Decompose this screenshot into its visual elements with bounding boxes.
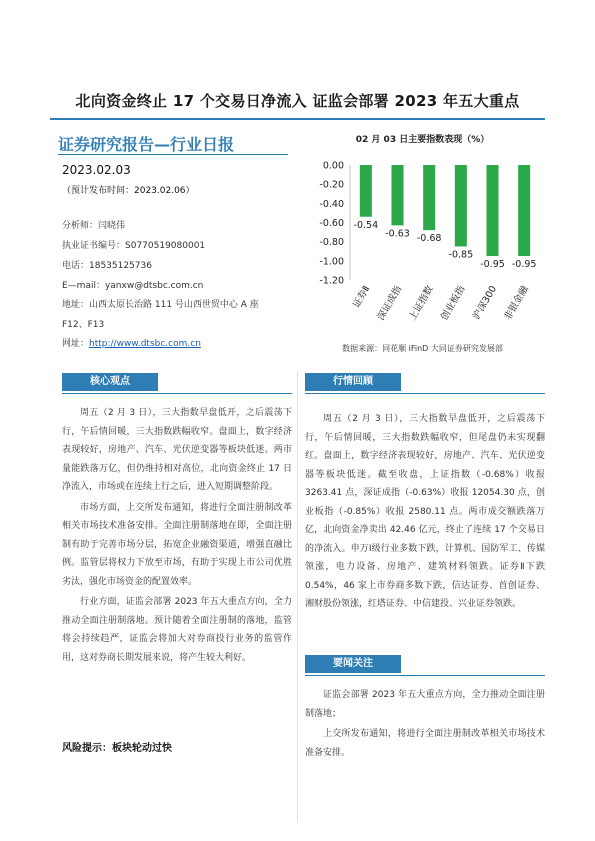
data-label: -0.85: [448, 249, 474, 261]
y-tick-label: -0.40: [319, 198, 344, 210]
publish-time: （预计发布时间：2023.02.06）: [62, 186, 195, 196]
section-rule-core-view: [62, 393, 292, 394]
x-category-label: 沪深300: [471, 284, 500, 322]
chart-bar: [486, 165, 498, 256]
y-tick-label: -1.20: [319, 275, 344, 287]
y-tick-label: 0.00: [322, 160, 344, 172]
y-tick-label: -0.80: [319, 237, 344, 249]
index-performance-chart: [300, 150, 545, 340]
analyst-name: 分析师：闫晓伟: [62, 221, 126, 231]
analyst-email: E—mail：yanxw@dtsbc.com.cn: [62, 281, 204, 291]
data-label: -0.68: [416, 233, 442, 245]
website-link[interactable]: http://www.dtsbc.com.cn: [89, 339, 201, 349]
core-view-paragraph: 市场方面，上交所发布通知，将进行全面注册制改革相关市场技术准备安排。全面注册制落地在即，全面注册制有助于完善市场分层，拓宽企业融资渠道，增强直融比例。监管层将权力下放至市场，有助于实现上市公司优胜劣汰，强化市场资金的配置效率。: [62, 502, 292, 587]
x-category-label: 非银金融: [502, 284, 531, 323]
chart-bar: [360, 165, 372, 217]
y-tick-label: -0.60: [319, 218, 344, 229]
market-review-body: [305, 410, 545, 614]
x-category-label: 深证成指: [375, 284, 405, 323]
analyst-cert: 执业证书编号：S0770519080001: [62, 241, 206, 251]
column-divider: [297, 372, 298, 822]
chart-bar: [391, 165, 403, 225]
data-label: -0.54: [353, 219, 379, 231]
report-date: 2023.02.03: [62, 163, 131, 177]
core-view-paragraph: 行业方面，证监会部署 2023 年五大重点方向，全力推动全面注册制落地。预计随着全面注册制的落地，监管将会持续趋严，证监会将加大对券商投行业务的监管作用，这对券商长期发展来说，将产生较大利好。: [62, 597, 292, 663]
x-category-label: 创业板指: [438, 284, 468, 323]
report-type-rule: [58, 154, 288, 155]
data-label: -0.63: [385, 228, 410, 240]
section-rule-market-review: [305, 393, 545, 394]
news-body: [305, 686, 545, 762]
chart-bar: [518, 165, 530, 256]
y-tick-label: -1.00: [319, 256, 344, 268]
chart-title: 02 月 03 日主要指数表现（%）: [355, 135, 490, 145]
chart-bar: [455, 165, 467, 246]
core-view-body: [62, 404, 292, 667]
market-review-paragraph: 周五（2 月 3 日），三大指数早盘低开，之后震荡下行，午后情回暖，三大指数跌幅收窄，但尾盘仍未实现翻红。盘面上，数字经济表现较好，房地产、汽车、光伏逆变器等板块低迷。截至收盘，上证指数（-0.68%）收报 3263.41 点，深证成指（-0.63%）收报 12054.30 点，创业板指（-0.85%）收报 2580.11 点。两市成交额跌落万亿，北向资金净卖出 42.46 亿元，终止了连续 17 个交易日的净流入。申万Ⅰ级行业多数下跌，计算机、国防军工、传媒领涨，电力设备、房地产、建筑材料领跌。证券Ⅱ下跌 0.54%，46 家上市券商多数下跌，信达证券、首创证券、湘财股份领涨，红塔证券、中信建投、兴业证券领跌。: [305, 414, 545, 609]
data-label: -0.95: [511, 259, 537, 271]
section-label-core-view: 核心观点: [62, 373, 158, 391]
section-label-market-review: 行情回顾: [305, 373, 401, 391]
analyst-address-floor: F12、F13: [62, 320, 105, 330]
x-category-label: 证券Ⅱ: [351, 284, 373, 311]
report-headline: 北向资金终止 17 个交易日净流入 证监会部署 2023 年五大重点: [75, 92, 520, 110]
chart-source: 数据来源：同花顺 iFinD 大同证券研究发展部: [342, 344, 503, 353]
risk-warning: 风险提示：板块轮动过快: [62, 743, 172, 754]
analyst-website: [62, 336, 201, 349]
report-type-title: 证券研究报告—行业日报: [58, 135, 235, 154]
news-item: 证监会部署 2023 年五大重点方向，全力推动全面注册制落地；: [305, 690, 545, 719]
section-rule-news: [305, 675, 545, 676]
x-category-label: 上证指数: [407, 284, 436, 323]
section-label-news: 要闻关注: [305, 655, 401, 673]
analyst-address: 地址：山西太原长治路 111 号山西世贸中心 A 座: [62, 300, 259, 310]
news-item: 上交所发布通知，将进行全面注册制改革相关市场技术准备安排。: [305, 729, 545, 758]
core-view-paragraph: 周五（2 月 3 日），三大指数早盘低开，之后震荡下行，午后情回暖，三大指数跌幅收窄。盘面上，数字经济表现较好，房地产、汽车、光伏逆变器等板块低迷。两市量能跌落万亿，但仍维持相对高位，北向资金终止 17 日净流入，市场或在连续上行之后，进入短期调整阶段。: [62, 408, 292, 492]
data-label: -0.95: [480, 259, 505, 271]
chart-bar: [423, 165, 435, 230]
analyst-phone: 电话：18535125736: [62, 261, 152, 271]
y-tick-label: -0.20: [319, 179, 344, 191]
header-rule: [50, 118, 545, 120]
website-label: 网址：: [62, 339, 90, 349]
